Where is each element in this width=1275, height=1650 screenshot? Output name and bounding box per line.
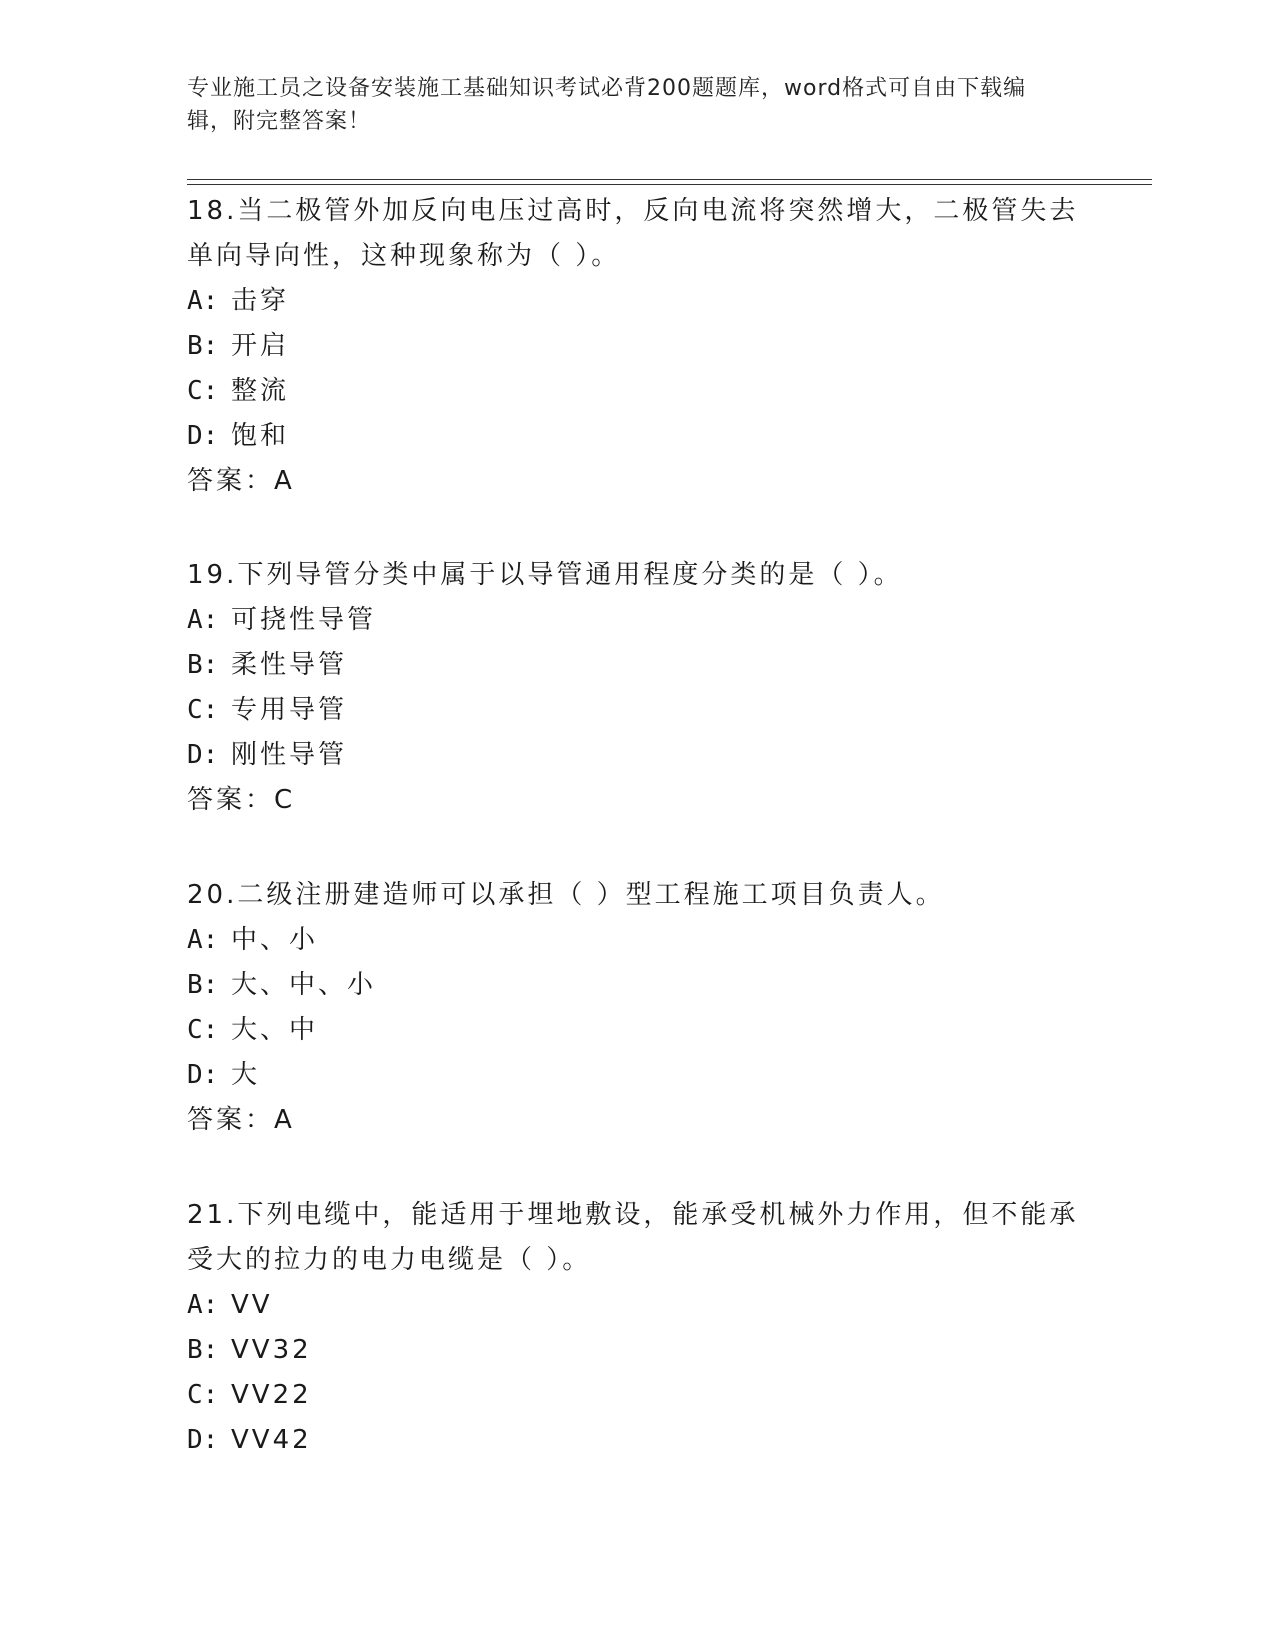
option-d: [187, 1418, 1087, 1463]
option-a: [187, 598, 1087, 643]
answer-value: A: [274, 1105, 295, 1135]
header-divider-top: [187, 179, 1152, 180]
option-a: [187, 918, 1087, 963]
option-letter: B:: [187, 331, 219, 361]
option-letter: D:: [187, 1425, 219, 1455]
option-letter: A:: [187, 605, 219, 635]
option-b: [187, 1328, 1087, 1373]
option-text: 饱和: [231, 421, 290, 451]
option-text: 大: [231, 1060, 261, 1090]
question-text: 19.下列导管分类中属于以导管通用程度分类的是（ ）。: [187, 560, 903, 590]
question-20: [187, 873, 1087, 1143]
answer-value: C: [274, 785, 296, 815]
option-letter: C:: [187, 1015, 219, 1045]
option-d: [187, 414, 1087, 459]
option-b: [187, 643, 1087, 688]
option-text: 柔性导管: [231, 650, 348, 680]
option-letter: C:: [187, 376, 219, 406]
option-a: [187, 279, 1087, 324]
answer-label: 答案：: [187, 466, 275, 496]
answer-line: [187, 459, 1087, 504]
option-text: 可挠性导管: [231, 605, 377, 635]
option-b: [187, 963, 1087, 1008]
header-divider-bottom: [187, 184, 1152, 185]
question-19: [187, 553, 1087, 823]
option-letter: C:: [187, 1380, 219, 1410]
option-a: [187, 1283, 1087, 1328]
option-text: VV: [231, 1290, 273, 1320]
option-letter: D:: [187, 421, 219, 451]
answer-label: 答案：: [187, 1105, 275, 1135]
option-letter: B:: [187, 1335, 219, 1365]
option-text: 大、中、小: [231, 970, 377, 1000]
option-c: [187, 369, 1087, 414]
option-text: 整流: [231, 376, 290, 406]
option-text: VV42: [231, 1425, 312, 1455]
answer-value: A: [274, 466, 295, 496]
option-letter: A:: [187, 286, 219, 316]
option-text: 中、小: [231, 925, 319, 955]
option-text: 大、中: [231, 1015, 319, 1045]
option-text: 开启: [231, 331, 290, 361]
option-letter: A:: [187, 1290, 219, 1320]
option-letter: A:: [187, 925, 219, 955]
option-letter: D:: [187, 1060, 219, 1090]
question-text: 20.二级注册建造师可以承担（ ）型工程施工项目负责人。: [187, 880, 945, 910]
option-c: [187, 688, 1087, 733]
document-header: [187, 72, 1067, 138]
option-c: [187, 1373, 1087, 1418]
option-text: 刚性导管: [231, 740, 348, 770]
option-c: [187, 1008, 1087, 1053]
option-text: 击穿: [231, 286, 290, 316]
question-text: 18.当二极管外加反向电压过高时，反向电流将突然增大，二极管失去单向导向性，这种现象称为（ ）。: [187, 196, 1079, 271]
option-d: [187, 733, 1087, 778]
answer-line: [187, 778, 1087, 823]
answer-label: 答案：: [187, 785, 275, 815]
option-text: VV32: [231, 1335, 312, 1365]
answer-line: [187, 1098, 1087, 1143]
option-text: 专用导管: [231, 695, 348, 725]
option-d: [187, 1053, 1087, 1098]
option-text: VV22: [231, 1380, 312, 1410]
option-b: [187, 324, 1087, 369]
question-text: 21.下列电缆中，能适用于埋地敷设，能承受机械外力作用，但不能承受大的拉力的电力电缆是（ ）。: [187, 1200, 1079, 1275]
option-letter: D:: [187, 740, 219, 770]
option-letter: B:: [187, 650, 219, 680]
question-18: [187, 189, 1087, 504]
header-title: 专业施工员之设备安装施工基础知识考试必背200题题库，word格式可自由下载编辑，附完整答案！: [187, 76, 1027, 134]
question-21: [187, 1193, 1087, 1463]
option-letter: B:: [187, 970, 219, 1000]
option-letter: C:: [187, 695, 219, 725]
